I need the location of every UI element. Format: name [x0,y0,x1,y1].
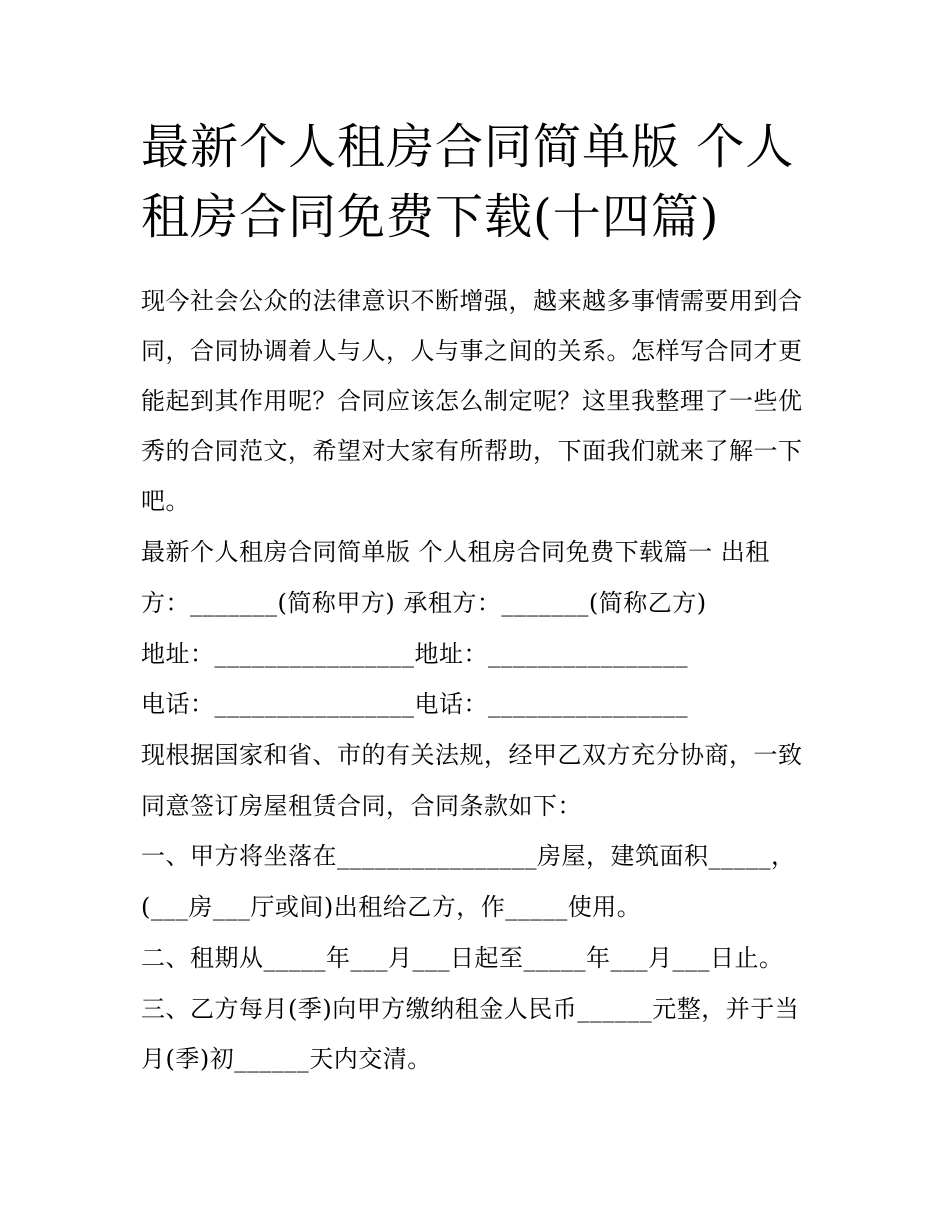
body-line-12: 一、甲方将坐落在________________房屋，建筑面积_____， [141,842,796,870]
body-line-4: 秀的合同范文，希望对大家有所帮助，下面我们就来了解一下 [141,437,803,465]
body-line-8: 地址：________________地址：________________ [141,640,688,668]
body-line-15: 三、乙方每月(季)向甲方缴纳租金人民币______元整，并于当 [141,995,800,1023]
body-line-1: 现今社会公众的法律意识不断增强，越来越多事情需要用到合 [141,287,803,315]
body-line-3: 能起到其作用呢？合同应该怎么制定呢？这里我整理了一些优 [141,387,803,415]
title-line-1: 最新个人租房合同简单版 个人 [141,119,795,175]
body-line-9: 电话：________________电话：________________ [141,690,688,718]
body-line-16: 月(季)初______天内交清。 [141,1045,432,1073]
body-line-13: (___房___厅或间)出租给乙方，作_____使用。 [141,893,642,921]
body-line-10: 现根据国家和省、市的有关法规，经甲乙双方充分协商，一致 [141,741,803,769]
body-line-11: 同意签订房屋租赁合同，合同条款如下： [141,792,582,820]
body-line-7: 方：_______(简称甲方) 承租方：_______(简称乙方) [141,589,707,617]
body-line-5: 吧。 [141,487,190,515]
document-title [141,112,821,252]
body-line-6: 最新个人租房合同简单版 个人租房合同免费下载篇一 出租 [141,538,770,566]
body-line-14: 二、租期从_____年___月___日起至_____年___月___日止。 [141,944,784,972]
title-line-2: 租房合同免费下载(十四篇) [141,189,720,245]
body-line-2: 同，合同协调着人与人，人与事之间的关系。怎样写合同才更 [141,337,803,365]
